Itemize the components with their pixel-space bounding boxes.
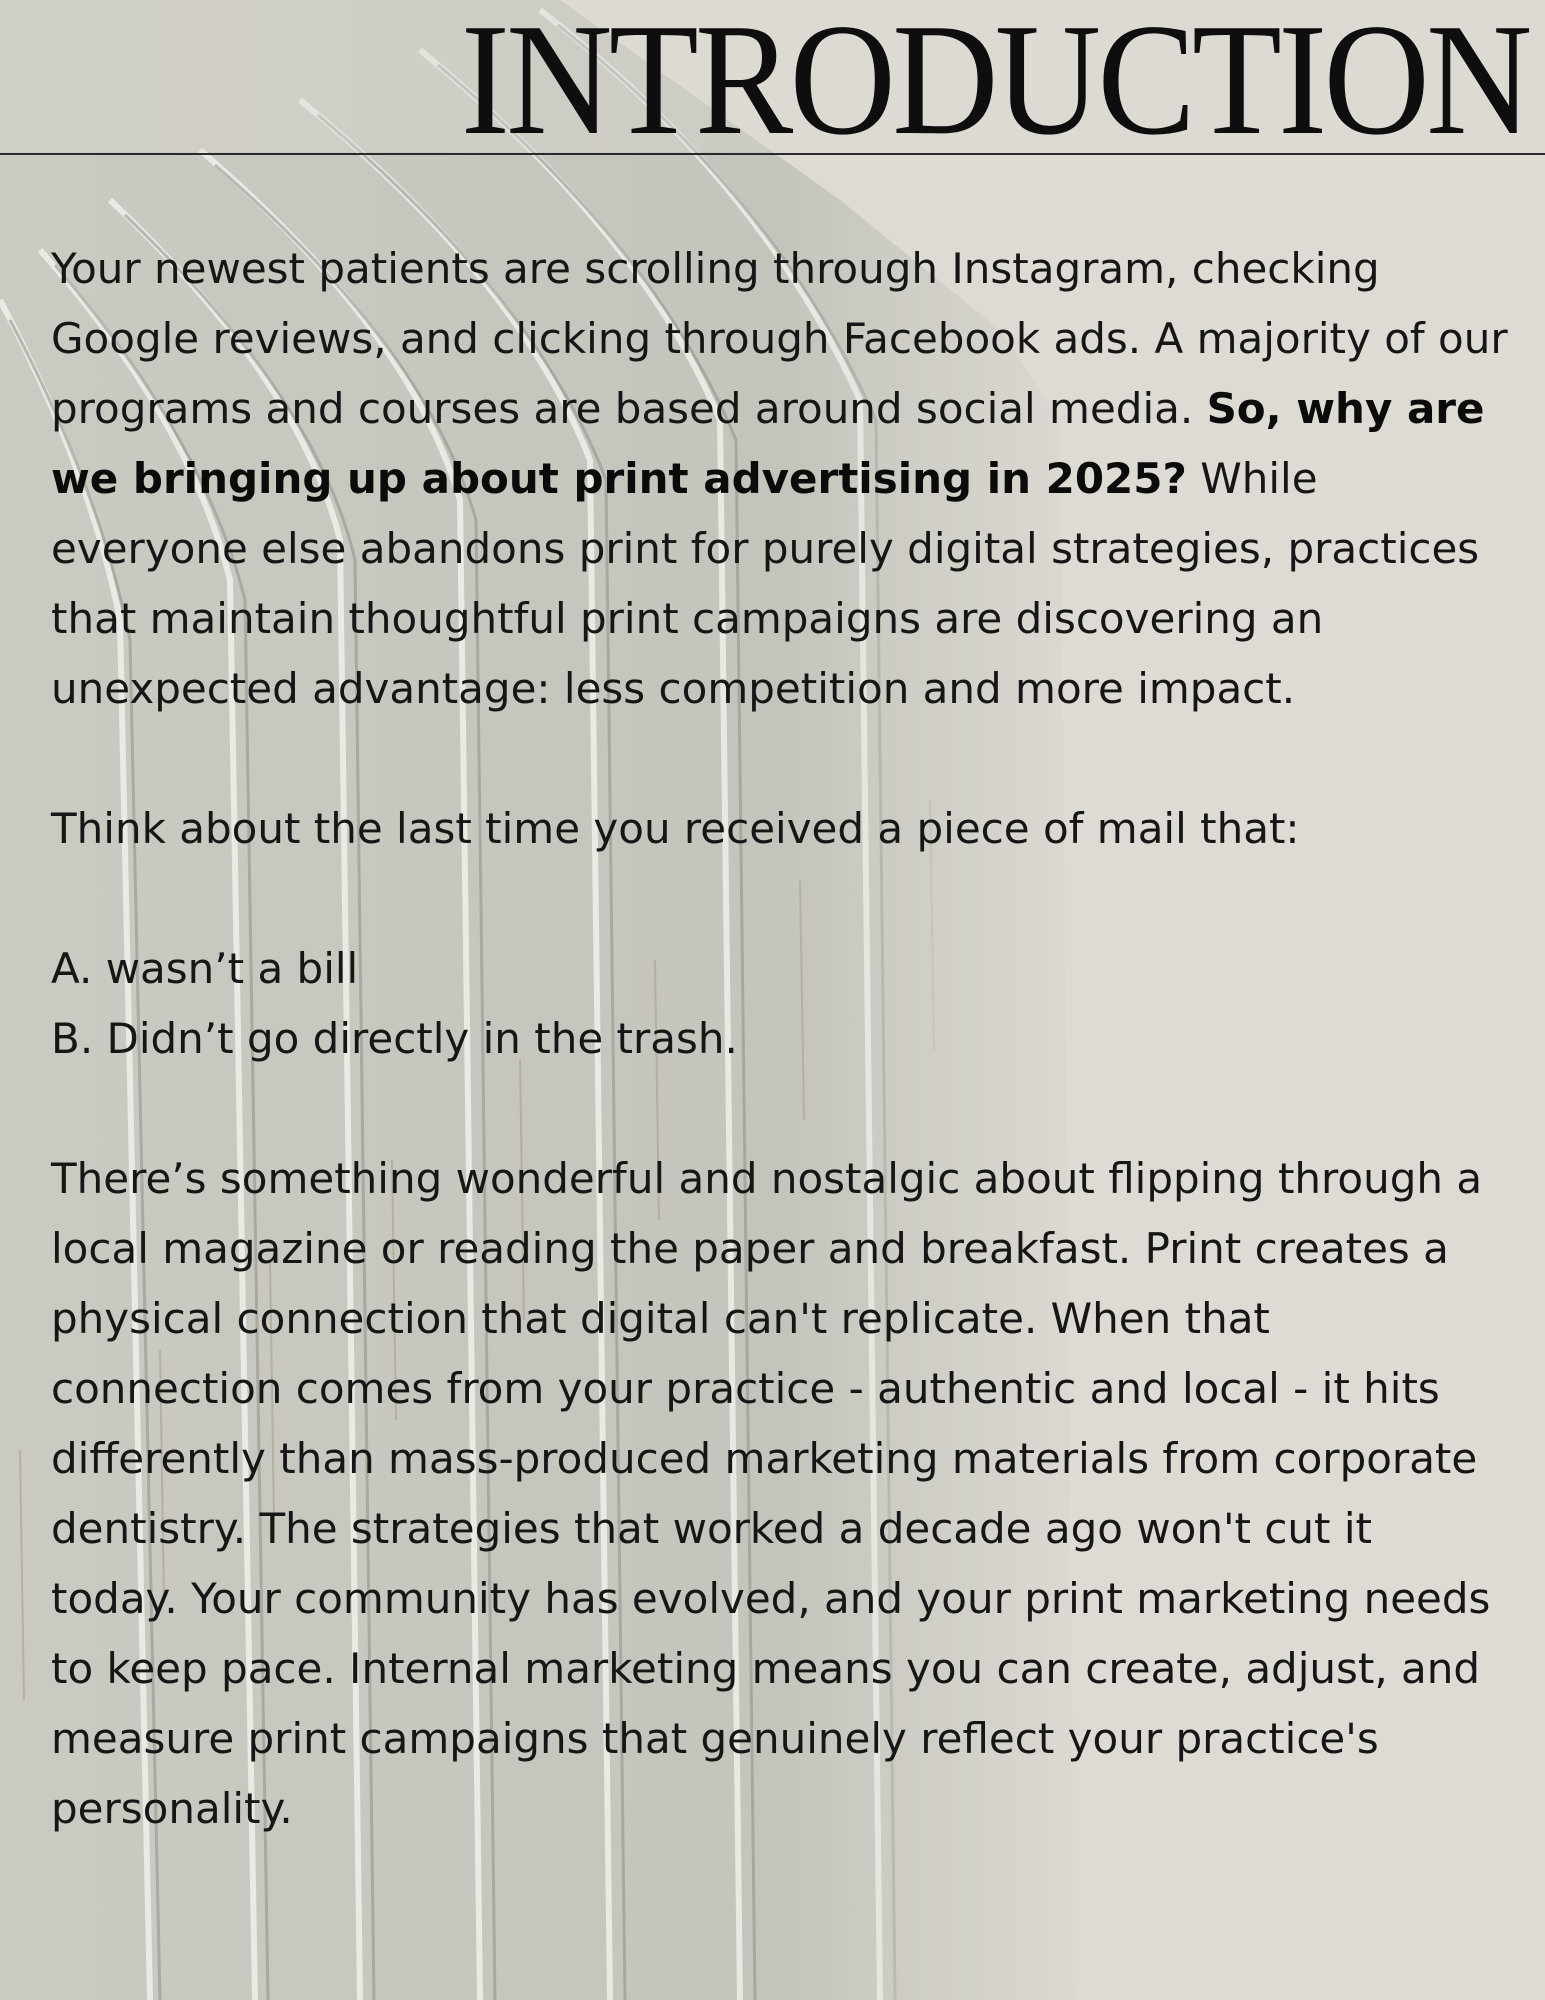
intro-paragraph <box>51 234 1511 724</box>
closing-paragraph: There’s something wonderful and nostalgic about flipping through a local magazine or reading the paper and breakfast. Print creates a physical connection that digital can't replicate. When that connection comes from your practice - authentic and local - it hits differently than mass-produced marketing materials from corporate dentistry. The strategies that worked a decade ago won't cut it today. Your community has evolved, and your print marketing needs to keep pace. Internal marketing means you can create, adjust, and measure print campaigns that genuinely reflect your practice's personality. <box>51 1154 1491 1833</box>
body-content <box>51 234 1511 1914</box>
page-title: INTRODUCTION <box>461 0 1529 168</box>
intro-lead-text: Your newest patients are scrolling through Instagram, checking Google reviews, and clicking through Facebook ads. A majority of our programs and courses are based around social media. <box>51 244 1508 433</box>
list-item: A. wasn’t a bill <box>51 944 359 993</box>
intro-tail-text: While everyone else abandons print for purely digital strategies, practices that maintain thoughtful print campaigns are discovering an unexpected advantage: less competition and more impact. <box>51 454 1480 713</box>
intro-bold-question: So, why are we bringing up about print advertising in 2025? <box>51 384 1485 503</box>
prompt-paragraph: Think about the last time you received a piece of mail that: <box>51 804 1300 853</box>
list-item: B. Didn’t go directly in the trash. <box>51 1014 738 1063</box>
title-divider <box>0 153 1545 155</box>
mail-list <box>51 934 1511 1074</box>
